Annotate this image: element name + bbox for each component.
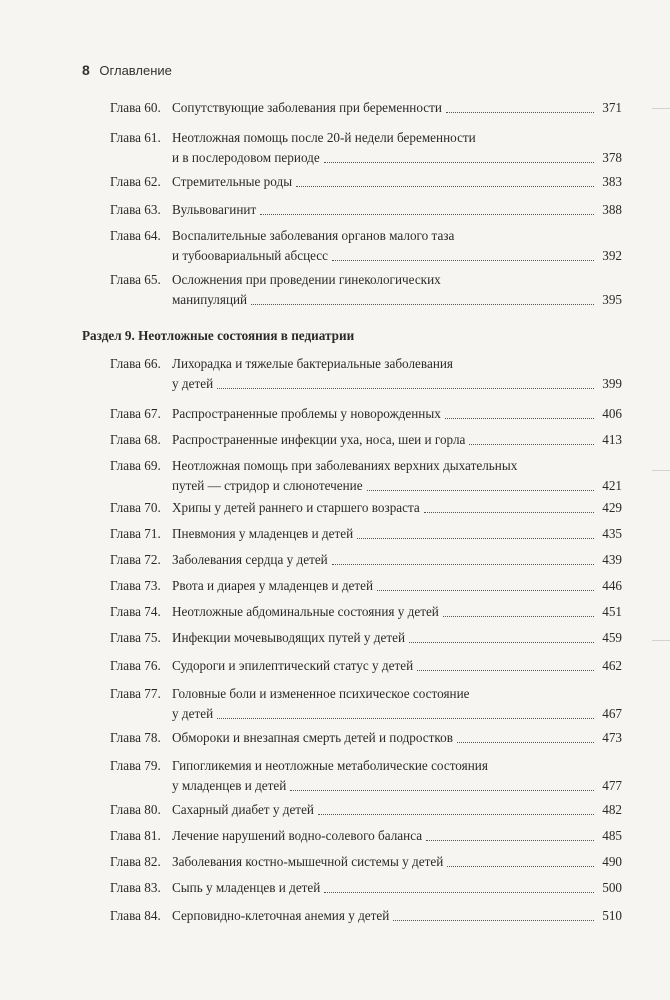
chapter-title: Хрипы у детей раннего и старшего возраста — [172, 500, 420, 515]
chapter-number: Глава 72. — [110, 552, 161, 567]
dot-leader — [332, 550, 594, 565]
dot-leader — [393, 906, 594, 921]
chapter-number: Глава 73. — [110, 578, 161, 593]
chapter-number: Глава 65. — [110, 272, 161, 287]
page-ref: 371 — [602, 100, 622, 115]
page-ref: 473 — [602, 730, 622, 745]
page-ref: 392 — [602, 248, 622, 263]
chapter-title: Лихорадка и тяжелые бактериальные заболевания — [172, 356, 453, 371]
dot-leader — [217, 374, 594, 389]
chapter-title: Сопутствующие заболевания при беременности — [172, 100, 442, 115]
dot-leader — [469, 430, 594, 445]
chapter-number: Глава 64. — [110, 228, 161, 243]
chapter-title: Распространенные инфекции уха, носа, шеи и горла — [172, 432, 466, 447]
section-heading: Раздел 9. Неотложные состояния в педиатрии — [82, 328, 355, 343]
page-ref: 406 — [602, 406, 622, 421]
toc-entry[interactable] — [110, 656, 622, 676]
dot-leader — [457, 728, 594, 743]
dot-leader — [445, 404, 594, 419]
chapter-number: Глава 79. — [110, 758, 161, 773]
page-ref: 451 — [602, 604, 622, 619]
chapter-number: Глава 78. — [110, 730, 161, 745]
chapter-title: у детей — [172, 706, 214, 721]
chapter-number: Глава 76. — [110, 658, 161, 673]
chapter-title: Головные боли и измененное психическое состояние — [172, 686, 470, 701]
chapter-title: манипуляций — [172, 292, 248, 307]
toc-entry[interactable] — [110, 430, 622, 450]
chapter-title: путей — стридор и слюнотечение — [172, 478, 363, 493]
page-ref: 462 — [602, 658, 622, 673]
page-ref: 446 — [602, 578, 622, 593]
chapter-number: Глава 69. — [110, 458, 161, 473]
dot-leader — [332, 246, 594, 261]
chapter-number: Глава 83. — [110, 880, 161, 895]
chapter-title: Неотложные абдоминальные состояния у детей — [172, 604, 439, 619]
chapter-title: Неотложная помощь после 20-й недели беременности — [172, 130, 476, 145]
dot-leader — [324, 148, 594, 163]
chapter-title: Сахарный диабет у детей — [172, 802, 314, 817]
chapter-number: Глава 68. — [110, 432, 161, 447]
dot-leader — [296, 172, 594, 187]
chapter-title: Судороги и эпилептический статус у детей — [172, 658, 414, 673]
page-ref: 467 — [602, 706, 622, 721]
dot-leader — [417, 656, 594, 671]
chapter-number: Глава 81. — [110, 828, 161, 843]
dot-leader — [251, 290, 594, 305]
toc-entry[interactable] — [110, 628, 622, 648]
page-ref: 421 — [602, 478, 622, 493]
dot-leader — [367, 476, 594, 491]
toc-entry[interactable] — [110, 550, 622, 570]
toc-entry[interactable] — [110, 200, 622, 220]
bleed-mark — [652, 640, 670, 641]
page-ref: 482 — [602, 802, 622, 817]
toc-entry[interactable] — [110, 226, 622, 266]
toc-entry[interactable] — [110, 878, 622, 898]
chapter-title: Инфекции мочевыводящих путей у детей — [172, 630, 406, 645]
toc-entry[interactable] — [110, 826, 622, 846]
chapter-number: Глава 75. — [110, 630, 161, 645]
toc-entry[interactable] — [110, 906, 622, 926]
dot-leader — [424, 498, 594, 513]
page-number: 8 — [82, 62, 90, 78]
chapter-number: Глава 82. — [110, 854, 161, 869]
chapter-number: Глава 67. — [110, 406, 161, 421]
chapter-title: Гипогликемия и неотложные метаболические состояния — [172, 758, 488, 773]
dot-leader — [447, 852, 594, 867]
chapter-title: у младенцев и детей — [172, 778, 287, 793]
chapter-number: Глава 70. — [110, 500, 161, 515]
toc-entry[interactable] — [110, 602, 622, 622]
chapter-title: Осложнения при проведении гинекологических — [172, 272, 441, 287]
chapter-title: у детей — [172, 376, 214, 391]
chapter-title: и тубоовариальный абсцесс — [172, 248, 329, 263]
toc-entry[interactable] — [110, 98, 622, 118]
dot-leader — [377, 576, 594, 591]
page-ref: 500 — [602, 880, 622, 895]
toc-entry[interactable] — [110, 800, 622, 820]
page-ref: 485 — [602, 828, 622, 843]
chapter-number: Глава 66. — [110, 356, 161, 371]
toc-entry[interactable] — [110, 524, 622, 544]
chapter-number: Глава 84. — [110, 908, 161, 923]
page-ref: 383 — [602, 174, 622, 189]
page-ref: 435 — [602, 526, 622, 541]
dot-leader — [217, 704, 594, 719]
bleed-mark — [652, 108, 670, 109]
toc-entry[interactable] — [110, 728, 622, 748]
dot-leader — [409, 628, 594, 643]
page-ref: 439 — [602, 552, 622, 567]
chapter-title: Лечение нарушений водно-солевого баланса — [172, 828, 423, 843]
toc-entry[interactable] — [110, 172, 622, 192]
chapter-number: Глава 80. — [110, 802, 161, 817]
toc-entry[interactable] — [110, 456, 622, 496]
page-ref: 477 — [602, 778, 622, 793]
toc-entry[interactable] — [110, 852, 622, 872]
dot-leader — [290, 776, 594, 791]
chapter-number: Глава 61. — [110, 130, 161, 145]
toc-entry[interactable] — [110, 576, 622, 596]
page-ref: 429 — [602, 500, 622, 515]
chapter-title: Заболевания сердца у детей — [172, 552, 328, 567]
dot-leader — [426, 826, 594, 841]
chapter-title: Распространенные проблемы у новорожденных — [172, 406, 441, 421]
header-title: Оглавление — [99, 63, 172, 78]
chapter-number: Глава 60. — [110, 100, 161, 115]
page-ref: 399 — [602, 376, 622, 391]
toc-entry[interactable] — [110, 128, 622, 168]
dot-leader — [318, 800, 594, 815]
page-ref: 459 — [602, 630, 622, 645]
chapter-title: Вульвовагинит — [172, 202, 257, 217]
toc-entry[interactable] — [110, 354, 622, 394]
bleed-mark — [652, 470, 670, 471]
page-ref: 490 — [602, 854, 622, 869]
dot-leader — [443, 602, 594, 617]
chapter-title: Заболевания костно-мышечной системы у детей — [172, 854, 444, 869]
page-ref: 378 — [602, 150, 622, 165]
toc-entry[interactable] — [110, 684, 622, 724]
chapter-number: Глава 63. — [110, 202, 161, 217]
dot-leader — [324, 878, 594, 893]
chapter-title: Стремительные роды — [172, 174, 293, 189]
chapter-title: Сыпь у младенцев и детей — [172, 880, 321, 895]
page-ref: 510 — [602, 908, 622, 923]
chapter-title: Воспалительные заболевания органов малого таза — [172, 228, 455, 243]
dot-leader — [260, 200, 594, 215]
toc-entry[interactable] — [110, 498, 622, 518]
dot-leader — [357, 524, 594, 539]
chapter-number: Глава 77. — [110, 686, 161, 701]
dot-leader — [446, 98, 594, 113]
chapter-title: Пневмония у младенцев и детей — [172, 526, 354, 541]
page-ref: 388 — [602, 202, 622, 217]
running-header — [82, 62, 172, 78]
toc-entry[interactable] — [110, 404, 622, 424]
chapter-number: Глава 71. — [110, 526, 161, 541]
chapter-title: и в послеродовом периоде — [172, 150, 320, 165]
chapter-title: Неотложная помощь при заболеваниях верхних дыхательных — [172, 458, 518, 473]
page-ref: 395 — [602, 292, 622, 307]
toc-entry[interactable] — [110, 270, 622, 310]
chapter-title: Обмороки и внезапная смерть детей и подростков — [172, 730, 453, 745]
chapter-number: Глава 62. — [110, 174, 161, 189]
page-ref: 413 — [602, 432, 622, 447]
toc-entry[interactable] — [110, 756, 622, 796]
chapter-number: Глава 74. — [110, 604, 161, 619]
chapter-title: Серповидно-клеточная анемия у детей — [172, 908, 390, 923]
chapter-title: Рвота и диарея у младенцев и детей — [172, 578, 374, 593]
